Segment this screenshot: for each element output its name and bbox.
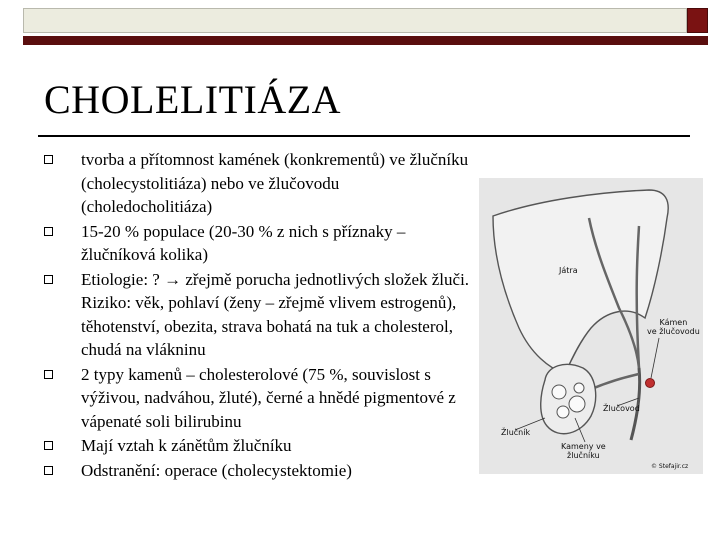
anatomy-illustration <box>479 178 703 474</box>
bullet-text: Odstranění: operace (cholecystektomie) <box>81 460 352 480</box>
bullet-text: 15-20 % populace (20-30 % z nich s příznaky – žlučníková kolika) <box>81 221 406 264</box>
cystic-duct <box>589 374 639 390</box>
gallstone <box>552 385 566 399</box>
header-light-bar <box>23 8 687 33</box>
square-bullet-icon <box>44 275 53 284</box>
slide-title: CHOLELITIÁZA <box>44 77 342 122</box>
bullet-item <box>44 459 474 483</box>
bullet-item <box>44 220 474 267</box>
label-duct-stone <box>647 318 700 336</box>
bullet-text: tvorba a přítomnost kamének (konkrementů) ve žlučníku (cholecystolitiáza) nebo ve žlučovodu (choledocholitiáza) <box>81 150 469 216</box>
gallstone <box>557 406 569 418</box>
bullet-item <box>44 268 474 362</box>
image-credit: © Stefajir.cz <box>651 463 689 470</box>
square-bullet-icon <box>44 155 53 164</box>
pointer-line <box>651 338 659 378</box>
label-gallbladder: Žlučník <box>501 428 531 437</box>
bullet-item <box>44 148 474 219</box>
duct-stone <box>646 379 655 388</box>
label-line: ve žlučovodu <box>647 327 700 336</box>
square-bullet-icon <box>44 466 53 475</box>
square-bullet-icon <box>44 227 53 236</box>
label-line: Kameny ve <box>561 442 606 451</box>
header-decoration <box>23 8 708 45</box>
bullet-item <box>44 434 474 458</box>
label-line: žlučníku <box>567 451 600 460</box>
bullet-item <box>44 363 474 434</box>
liver-outline <box>493 190 668 374</box>
header-dark-bar <box>23 36 708 45</box>
square-bullet-icon <box>44 370 53 379</box>
bullet-list <box>44 148 474 483</box>
bullet-text: 2 typy kamenů – cholesterolové (75 %, souvislost s výživou, nadváhou, žluté), černé a hnědé pigmentové z vápenaté soli bilirubinu <box>81 364 456 431</box>
header-corner-square <box>687 8 708 33</box>
gallstone <box>569 396 585 412</box>
gallstone <box>574 383 584 393</box>
gallbladder <box>541 364 596 433</box>
bullet-text: Mají vztah k zánětům žlučníku <box>81 436 292 455</box>
label-line: Kámen <box>659 318 688 327</box>
label-bile-duct: Žlučovod <box>603 404 640 413</box>
label-gallstones <box>561 442 606 460</box>
title-divider <box>38 135 690 137</box>
square-bullet-icon <box>44 441 53 450</box>
bullet-text: Etiologie: ? → zřejmě porucha jednotlivých složek žluči. Riziko: věk, pohlaví (ženy – zřejmě vlivem estrogenů), těhotenství, obezita, strava bohatá na tuk a cholesterol, chudá na vlákninu <box>81 269 470 359</box>
label-liver: Játra <box>559 266 578 275</box>
